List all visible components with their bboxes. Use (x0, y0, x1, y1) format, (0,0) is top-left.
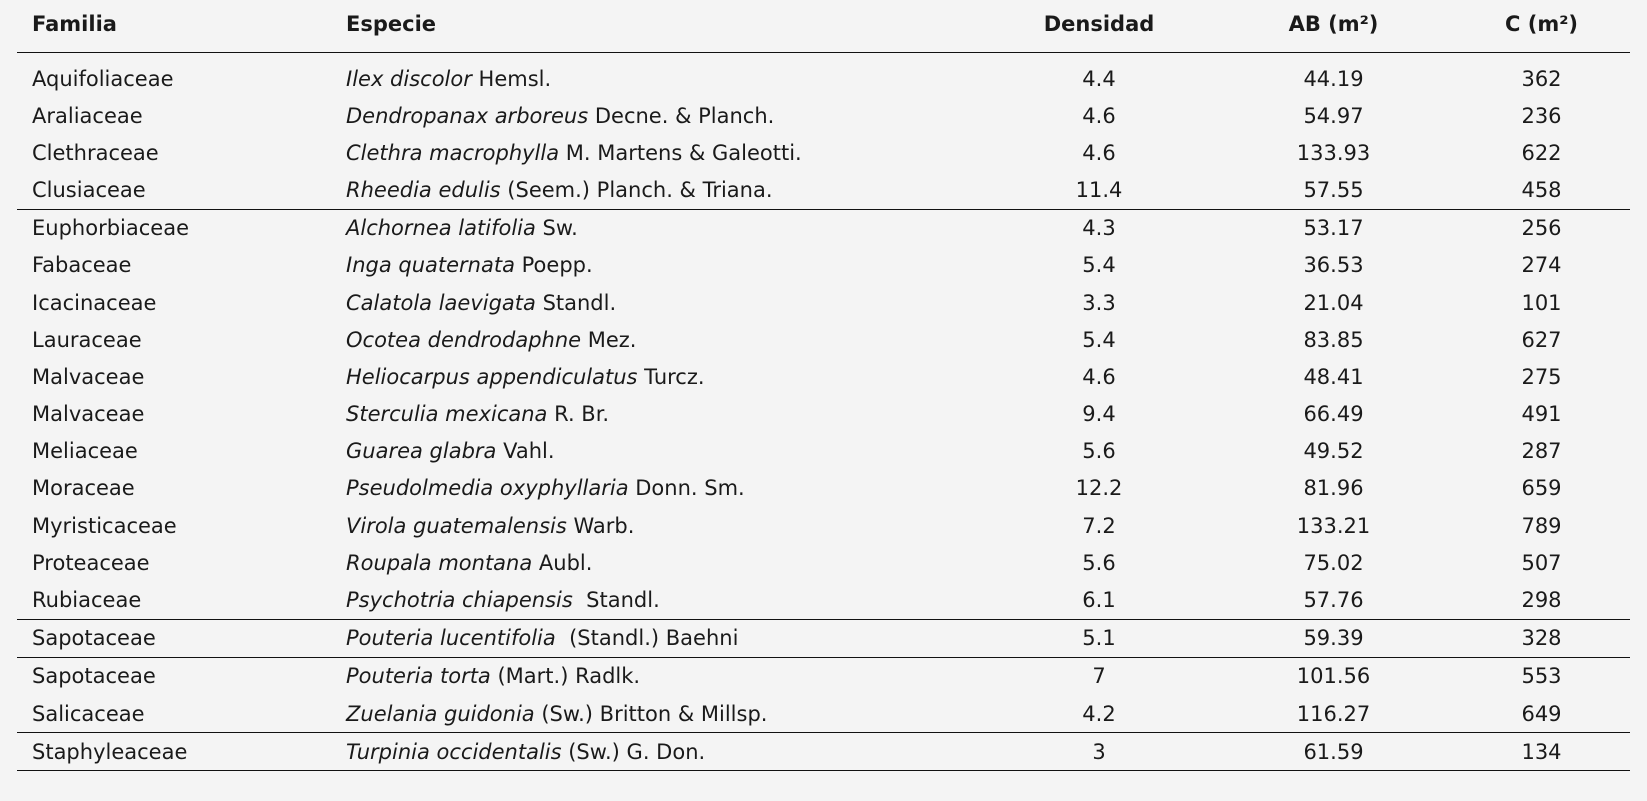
cell-densidad: 4.6 (1082, 103, 1116, 128)
cell-ab: 21.04 (1303, 290, 1364, 315)
cell-especie (344, 433, 984, 470)
cell-familia: Fabaceae (32, 253, 132, 278)
cell-c: 274 (1521, 253, 1562, 278)
cell-ab: 54.97 (1303, 103, 1364, 128)
table-row (17, 396, 1630, 433)
table-row (17, 433, 1630, 470)
cell-especie (344, 284, 984, 321)
cell-c: 789 (1521, 513, 1562, 538)
cell-especie (344, 470, 984, 507)
table-row (17, 619, 1630, 657)
cell-familia: Meliaceae (32, 439, 138, 464)
header-densidad: Densidad (984, 0, 1214, 53)
cell-c: 458 (1453, 171, 1630, 209)
cell-ab: 116.27 (1214, 695, 1453, 733)
table-row (17, 97, 1630, 134)
table-row (17, 284, 1630, 321)
species-name: Ilex discolor (346, 67, 472, 91)
table-row (17, 657, 1630, 695)
cell-densidad: 4.3 (1082, 216, 1116, 241)
species-name: Heliocarpus appendiculatus (346, 364, 638, 389)
species-author: (Seem.) Planch. & Triana. (500, 177, 773, 202)
cell-c: 649 (1453, 695, 1630, 733)
species-name: Ocotea dendrodaphne (346, 327, 582, 352)
cell-densidad: 7.2 (1082, 513, 1116, 538)
species-author: Poepp. (514, 253, 593, 278)
table-row (17, 733, 1630, 771)
species-name: Sterculia mexicana (346, 402, 548, 427)
cell-densidad: 5.4 (1082, 327, 1116, 352)
cell-familia: Euphorbiaceae (32, 216, 189, 241)
cell-c: 659 (1521, 476, 1562, 501)
species-name: Roupala montana (346, 550, 533, 575)
cell-especie (344, 209, 984, 247)
cell-especie (344, 396, 984, 433)
table-row (17, 171, 1630, 209)
cell-familia: Clusiaceae (17, 171, 344, 209)
table-row (17, 470, 1630, 507)
species-name: Pseudolmedia oxyphyllaria (346, 476, 629, 501)
cell-c: 507 (1521, 550, 1562, 575)
cell-ab: 49.52 (1303, 439, 1364, 464)
cell-c: 362 (1521, 67, 1562, 91)
cell-ab: 81.96 (1303, 476, 1364, 501)
cell-ab: 59.39 (1214, 619, 1453, 657)
cell-c: 328 (1453, 619, 1630, 657)
cell-densidad: 5.6 (1082, 439, 1116, 464)
table-row (17, 321, 1630, 358)
species-author: Warb. (566, 513, 635, 538)
cell-c: 236 (1521, 103, 1562, 128)
cell-densidad: 12.2 (1075, 476, 1123, 501)
cell-especie (344, 695, 984, 733)
table-row (17, 134, 1630, 171)
cell-ab: 133.21 (1296, 513, 1371, 538)
species-author: Donn. Sm. (628, 476, 745, 501)
table-row (17, 247, 1630, 284)
cell-ab: 36.53 (1303, 253, 1364, 278)
cell-c: 256 (1521, 216, 1562, 241)
header-familia: Familia (17, 0, 344, 53)
species-author: Aubl. (532, 550, 593, 575)
cell-densidad: 11.4 (984, 171, 1214, 209)
cell-especie (344, 507, 984, 544)
cell-especie (344, 358, 984, 395)
cell-ab: 53.17 (1303, 216, 1364, 241)
species-author: M. Martens & Galeotti. (559, 140, 802, 165)
species-author: Hemsl. (471, 67, 552, 91)
cell-c: 275 (1521, 364, 1562, 389)
cell-c: 298 (1453, 581, 1630, 619)
species-name: Zuelania guidonia (346, 701, 535, 726)
cell-c: 287 (1521, 439, 1562, 464)
cell-familia: Staphyleaceae (17, 733, 344, 771)
header-ab: AB (m²) (1214, 0, 1453, 53)
species-table (17, 0, 1630, 771)
species-author: Sw. (535, 216, 578, 241)
species-author: Turcz. (637, 364, 705, 389)
table-row (17, 358, 1630, 395)
species-author: (Sw.) Britton & Millsp. (534, 701, 768, 726)
cell-ab: 101.56 (1296, 664, 1371, 689)
table-row (17, 507, 1630, 544)
cell-familia: Sapotaceae (17, 619, 344, 657)
cell-familia: Proteaceae (32, 550, 150, 575)
species-name: Alchornea latifolia (346, 216, 536, 241)
cell-familia: Salicaceae (17, 695, 344, 733)
species-author: Mez. (581, 327, 637, 352)
cell-ab: 61.59 (1214, 733, 1453, 771)
cell-familia: Clethraceae (32, 140, 159, 165)
species-name: Pouteria torta (346, 664, 491, 689)
species-author: Vahl. (496, 439, 555, 464)
cell-familia: Icacinaceae (32, 290, 157, 315)
species-author: (Sw.) G. Don. (561, 739, 706, 764)
species-name: Calatola laevigata (346, 290, 536, 315)
cell-ab: 44.19 (1303, 67, 1364, 91)
table-row (17, 209, 1630, 247)
cell-familia: Myristicaceae (32, 513, 177, 538)
species-author: Standl. (572, 588, 660, 613)
cell-densidad: 4.6 (1082, 364, 1116, 389)
header-row (17, 0, 1630, 53)
cell-especie (344, 53, 984, 98)
cell-c: 627 (1521, 327, 1562, 352)
header-especie: Especie (344, 0, 984, 53)
species-name: Turpinia occidentalis (346, 739, 562, 764)
cell-familia: Aquifoliaceae (32, 67, 174, 91)
species-name: Dendropanax arboreus (346, 103, 589, 128)
cell-especie (344, 544, 984, 581)
cell-densidad: 4.4 (1082, 67, 1116, 91)
cell-ab: 57.76 (1214, 581, 1453, 619)
table-row (17, 53, 1630, 98)
cell-ab: 57.55 (1214, 171, 1453, 209)
table-row (17, 581, 1630, 619)
cell-especie (344, 247, 984, 284)
species-name: Rheedia edulis (346, 177, 501, 202)
cell-ab: 83.85 (1303, 327, 1364, 352)
cell-ab: 48.41 (1303, 364, 1364, 389)
cell-especie (344, 619, 984, 657)
cell-especie (344, 134, 984, 171)
cell-ab: 75.02 (1303, 550, 1364, 575)
table-row (17, 544, 1630, 581)
cell-densidad: 4.2 (984, 695, 1214, 733)
cell-c: 491 (1521, 402, 1562, 427)
cell-densidad: 5.4 (1082, 253, 1116, 278)
header-c: C (m²) (1453, 0, 1630, 53)
cell-familia: Malvaceae (32, 364, 145, 389)
species-name: Psychotria chiapensis (346, 588, 573, 613)
species-author: Decne. & Planch. (588, 103, 775, 128)
cell-densidad: 3.3 (1082, 290, 1116, 315)
species-name: Virola guatemalensis (346, 513, 567, 538)
cell-densidad: 4.6 (1082, 140, 1116, 165)
cell-densidad: 5.6 (1082, 550, 1116, 575)
cell-densidad: 3 (984, 733, 1214, 771)
cell-densidad: 7 (1092, 664, 1106, 689)
species-name: Inga quaternata (346, 253, 515, 278)
cell-densidad: 5.1 (984, 619, 1214, 657)
cell-densidad: 9.4 (1082, 402, 1116, 427)
cell-c: 101 (1521, 290, 1562, 315)
cell-familia: Sapotaceae (32, 664, 156, 689)
species-author: (Standl.) Baehni (555, 626, 739, 651)
cell-familia: Malvaceae (32, 402, 145, 427)
cell-especie (344, 733, 984, 771)
cell-ab: 133.93 (1296, 140, 1371, 165)
species-author: (Mart.) Radlk. (490, 664, 641, 689)
cell-especie (344, 581, 984, 619)
species-author: R. Br. (547, 402, 610, 427)
cell-densidad: 6.1 (984, 581, 1214, 619)
species-name: Pouteria lucentifolia (346, 626, 556, 651)
cell-c: 134 (1453, 733, 1630, 771)
cell-ab: 66.49 (1303, 402, 1364, 427)
cell-especie (344, 657, 984, 695)
species-table-container (17, 0, 1630, 771)
cell-familia: Lauraceae (32, 327, 142, 352)
species-author: Standl. (535, 290, 617, 315)
species-name: Clethra macrophylla (346, 140, 560, 165)
cell-especie (344, 321, 984, 358)
cell-especie (344, 171, 984, 209)
cell-familia: Araliaceae (32, 103, 143, 128)
cell-c: 553 (1521, 664, 1562, 689)
cell-c: 622 (1521, 140, 1562, 165)
species-name: Guarea glabra (346, 439, 497, 464)
cell-familia: Rubiaceae (17, 581, 344, 619)
cell-especie (344, 97, 984, 134)
table-row (17, 695, 1630, 733)
cell-familia: Moraceae (32, 476, 135, 501)
